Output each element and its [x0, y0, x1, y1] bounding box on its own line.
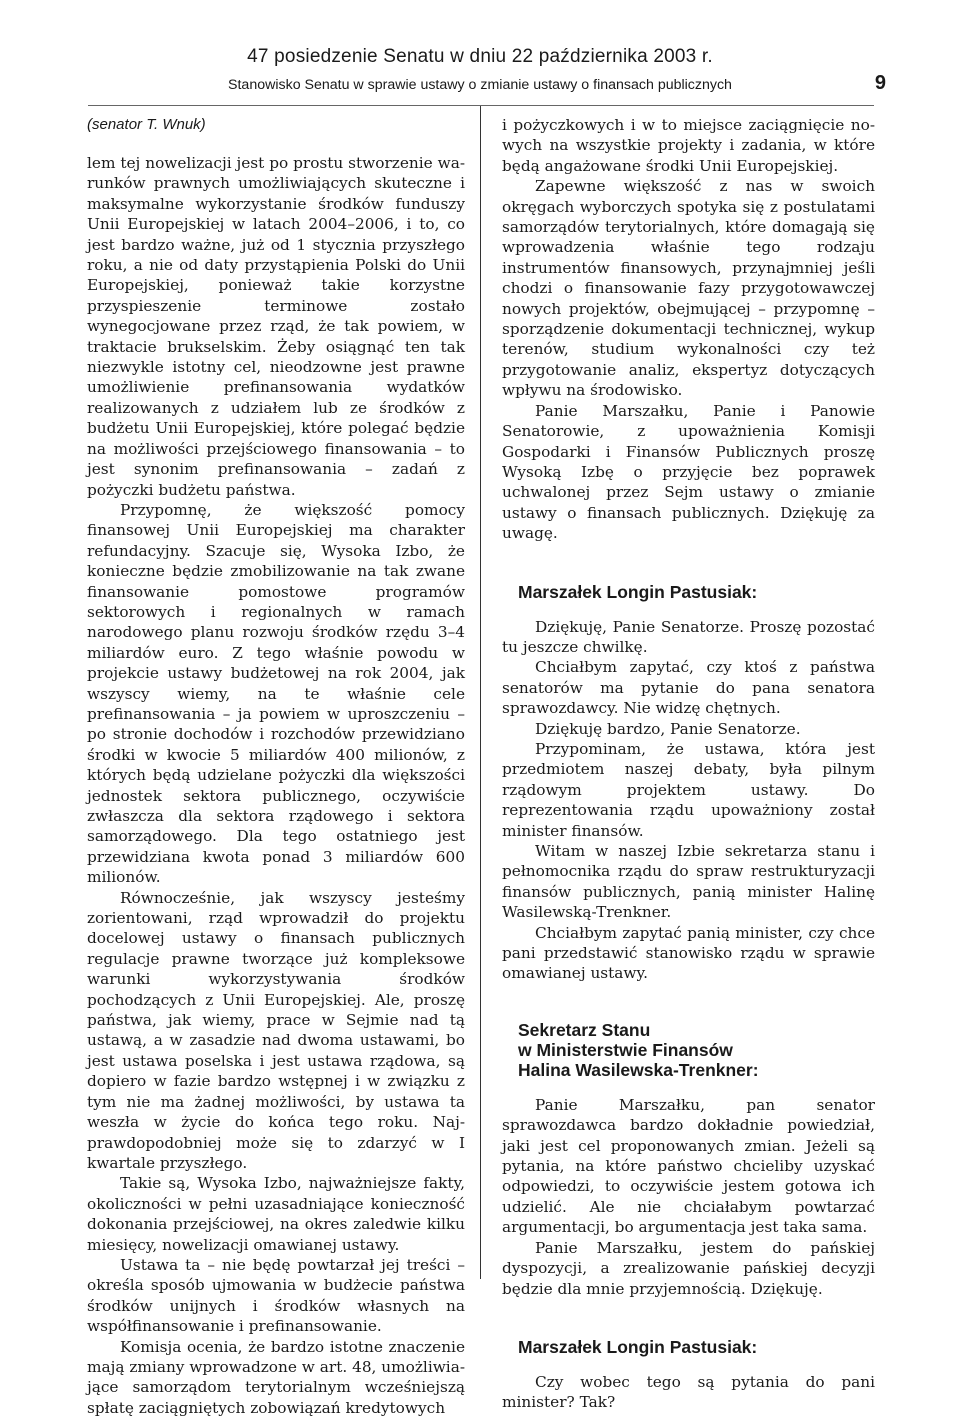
speaker-heading	[518, 1020, 875, 1080]
paragraph: Chciałbym zapytać, czy ktoś z państwa senatorów ma pytanie do pana senatora sprawozdawcy. Nie widzę chętnych.	[502, 658, 875, 718]
speaker-heading-line: Halina Wasilewska-Trenkner:	[518, 1059, 759, 1080]
paragraph: Panie Marszałku, jestem do pańskiej dyspozycji, a zrealizowanie pańskiej decyzji będzie dla mnie przyjemnością. Dziękuję.	[502, 1238, 875, 1298]
speaker-heading-line: w Ministerstwie Finansów	[518, 1039, 733, 1060]
speaker-heading: Marszałek Longin Pastusiak:	[518, 1336, 758, 1357]
paragraph: i pożyczkowych i w to miejsce zaciągnięcie nowych na wszystkie projekty i zadania, w które będą angażowane środki Unii Europejskiej.	[502, 116, 875, 175]
header-subtitle: Stanowisko Senatu w sprawie ustawy o zmianie ustawy o finansach publicznych	[228, 77, 732, 93]
paragraph: Równocześnie, jak wszyscy jesteśmy zorientowani, rząd wprowadził do projektu docelowej ustawy o finansach publicznych regulacje prawne tworzące już kompleksowe warunki wykorzystywania środków pochodzących z Unii Europejskiej. Ale, proszę państwa, jak wiemy, prace w Sejmie nad tą ustawą, a w zasadzie nad dwoma ustawami, bo jest ustawa poselska i jest ustawa rządowa, są dopiero w fazie bardzo wstępnej i w związku z tym nie ma żadnej możliwości, by ustawa ta weszła w życie do końca tego roku. Najprawdopodobniej może się to zdarzyć w I kwartale przyszłego.	[87, 888, 465, 1172]
paragraph: Zapewne większość z nas w swoich okręgach wyborczych spotyka się z postulatami samorządów terytorialnych, które domagają się wprowadzenia właśnie tego rodzaju instrumentów finansowych, przynajmniej jeśli chodzi o finansowanie fazy przygotowawczej nowych projektów, obejmującej – przypomnę – sporządzenie dokumentacji technicznej, wykup terenów, studium wykonalności czy też przygotowanie analiz, ekspertyz dotyczących wpływu na środowisko.	[502, 177, 875, 400]
paragraph: Ustawa ta – nie będę powtarzał jej treści – określa sposób ujmowania w budżecie państwa środków unijnych i środków własnych na współfinansowanie i prefinansowanie.	[87, 1255, 465, 1336]
paragraph: lem tej nowelizacji jest po prostu stworzenie warunków prawnych umożliwiających skuteczne i maksymalne wykorzystanie środków funduszy Unii Europejskiej w latach 2004–2006, i to, co jest bardzo ważne, już od 1 stycznia przyszłego roku, a nie od daty przystąpienia Polski do Unii Europejskiej, ponieważ takie korzystne przyspieszenie terminowe zostało wynegocjowane przez rząd, że tak powiem, w traktacie brukselskim. Żeby osiągnąć ten tak niezwykle istotny cel, nieodzowne jest prawne umożliwienie prefinansowania wydatków realizowanych z udziałem lub ze środków z budżetu Unii Europejskiej, które polegać będzie na możliwości przejściowego finansowania – to jest synonim prefinansowania – zadań z pożyczki budżetu państwa.	[87, 154, 465, 499]
header-title: 47 posiedzenie Senatu w dniu 22 października 2003 r.	[247, 46, 713, 67]
paragraph: Chciałbym zapytać panią minister, czy chce pani przedstawić stanowisko rządu w sprawie omawianej ustawy.	[502, 923, 875, 983]
speaker-heading-line: Sekretarz Stanu	[518, 1019, 651, 1040]
paragraph: Witam w naszej Izbie sekretarza stanu i pełnomocnika rządu do spraw restrukturyzacji finansów publicznych, panią minister Halinę Wasilewską-Trenkner.	[502, 842, 875, 922]
left-column	[87, 115, 465, 1418]
paragraph: Dziękuję, Panie Senatorze. Proszę pozostać tu jeszcze chwilkę.	[502, 617, 875, 656]
speaker-note: (senator T. Wnuk)	[87, 116, 206, 133]
paragraph: Komisja ocenia, że bardzo istotne znaczenie mają zmiany wprowadzone w art. 48, umożliwiające samorządom terytorialnym wcześniejszą spłatę zaciągniętych zobowiązań kredytowych	[87, 1337, 465, 1417]
speaker-heading: Marszałek Longin Pastusiak:	[518, 581, 758, 602]
paragraph: Dziękuję bardzo, Panie Senatorze.	[535, 719, 801, 738]
right-column	[502, 115, 875, 1413]
paragraph: Czy wobec tego są pytania do pani minister? Tak?	[502, 1372, 875, 1412]
header-rule	[88, 105, 874, 106]
paragraph: Takie są, Wysoka Izbo, najważniejsze fakty, okoliczności w pełni uzasadniające konieczność dokonania przejściowej, na okres zaledwie kilku miesięcy, nowelizacji omawianej ustawy.	[87, 1174, 465, 1254]
paragraph: Przypominam, że ustawa, która jest przedmiotem naszej debaty, była pilnym rządowym projektem ustawy. Do reprezentowania rządu upoważniony został minister finansów.	[502, 739, 875, 840]
page-number: 9	[874, 72, 886, 94]
column-divider	[480, 106, 481, 1279]
paragraph: Przypomnę, że większość pomocy finansowej Unii Europejskiej ma charakter refundacyjny. Szacuje się, Wysoka Izbo, że konieczne będzie zmobilizowanie na tak zwane finansowanie pomostowe programów sektorowych i regionalnych w ramach narodowego planu rozwoju środków rzędu 3–4 miliardów euro. Z tego właśnie powodu w projekcie ustawy budżetowej na rok 2004, jak wszyscy wiemy, na te właśnie cele prefinansowania – ja powiem w uproszczeniu – po stronie dochodów i rozchodów przewidziano środki w kwocie 5 miliardów 400 milionów, z których będą udzielane pożyczki dla większości jednostek sektora publicznego, oczywiście zwłaszcza dla sektora rządowego i sektora samorządowego. Dla tego ostatniego jest przewidziana kwota ponad 3 miliardów 600 milionów.	[87, 500, 465, 887]
paragraph: Panie Marszałku, pan senator sprawozdawca bardzo dokładnie powiedział, jaki jest cel proponowanych zmian. Jeżeli są pytania, na które państwo chcieliby uzyskać odpowiedzi, to oczywiście jestem gotowa ich udzielić. Ale nie chciałabym powtarzać argumentacji, bo argumentacja jest taka sama.	[502, 1095, 875, 1237]
paragraph: Panie Marszałku, Panie i Panowie Senatorowie, z upoważnienia Komisji Gospodarki i Finansów Publicznych proszę Wysoką Izbę o przyjęcie bez poprawek uchwalonej przez Sejm ustawy o zmianie ustawy o finansach publicznych. Dziękuję za uwagę.	[502, 401, 875, 543]
